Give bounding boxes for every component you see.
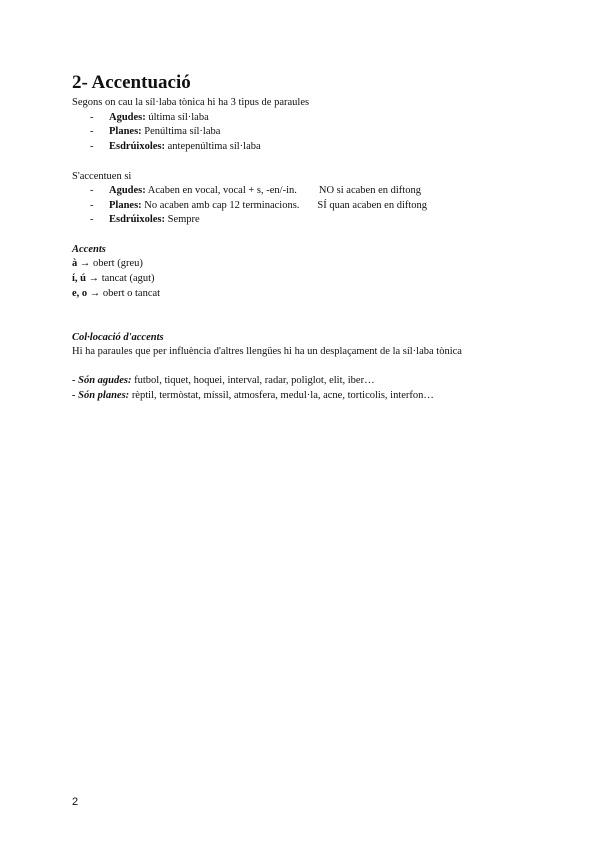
list-dash: - [90, 112, 94, 123]
list-dash: - [90, 185, 94, 196]
rule-text: Acaben en vocal, vocal + s, -en/-in. [145, 185, 297, 196]
placement-heading: Col·locació d'accents [72, 332, 164, 343]
accent-text: → obert o tancat [87, 288, 161, 299]
list-dash: - [90, 141, 94, 152]
rule-item-esdruixoles [90, 213, 200, 227]
rule-extra: SÍ quan acaben en diftong [317, 200, 428, 211]
type-text: Penúltima síl·laba [141, 126, 221, 137]
type-text: antepenúltima síl·laba [165, 141, 261, 152]
accent-line-e-o [72, 287, 160, 301]
list-dash: - [90, 200, 94, 211]
accent-rules-intro: S'accentuen si [72, 171, 132, 182]
rule-text: Sempre [165, 214, 200, 225]
placement-text: Hi ha paraules que per influència d'altres llengües hi ha un desplaçament de la síl·laba tònica [72, 346, 462, 357]
rule-item-planes [90, 199, 427, 213]
type-item-esdruixoles [90, 140, 261, 154]
rule-label: Agudes: [109, 185, 146, 196]
type-label: Agudes: [109, 112, 146, 123]
type-item-agudes [90, 111, 209, 125]
example-label: - Són agudes: [72, 375, 132, 386]
example-text: rèptil, termòstat, míssil, atmosfera, medul·la, acne, torticolis, interfon… [129, 390, 434, 401]
rule-text: No acaben amb cap 12 terminacions. [141, 200, 300, 211]
accent-label: e, o [72, 288, 88, 299]
intro-text: Segons on cau la síl·laba tònica hi ha 3 tipus de paraules [72, 97, 310, 108]
example-text: futbol, tiquet, hoquei, interval, radar, poliglot, elit, iber… [131, 375, 375, 386]
rule-extra: NO si acaben en diftong [318, 185, 421, 196]
type-label: Planes: [109, 126, 142, 137]
type-text: última síl·laba [145, 112, 209, 123]
list-dash: - [90, 126, 94, 137]
type-item-planes [90, 125, 220, 139]
example-agudes [72, 374, 375, 388]
rule-label: Planes: [109, 200, 142, 211]
accent-text: → obert (greu) [77, 258, 143, 269]
accent-line-i-u [72, 272, 155, 286]
accents-heading: Accents [72, 244, 106, 255]
list-dash: - [90, 214, 94, 225]
section-title: 2- Accentuació [72, 72, 191, 93]
accent-label: à [72, 258, 78, 269]
example-label: - Són planes: [72, 390, 130, 401]
accent-line-a [72, 257, 143, 271]
rule-label: Esdrúixoles: [109, 214, 166, 225]
accent-label: í, ú [72, 273, 87, 284]
page-number: 2 [72, 796, 79, 808]
rule-item-agudes [90, 184, 421, 198]
type-label: Esdrúixoles: [109, 141, 166, 152]
accent-text: → tancat (agut) [86, 273, 155, 284]
example-planes [72, 389, 434, 403]
